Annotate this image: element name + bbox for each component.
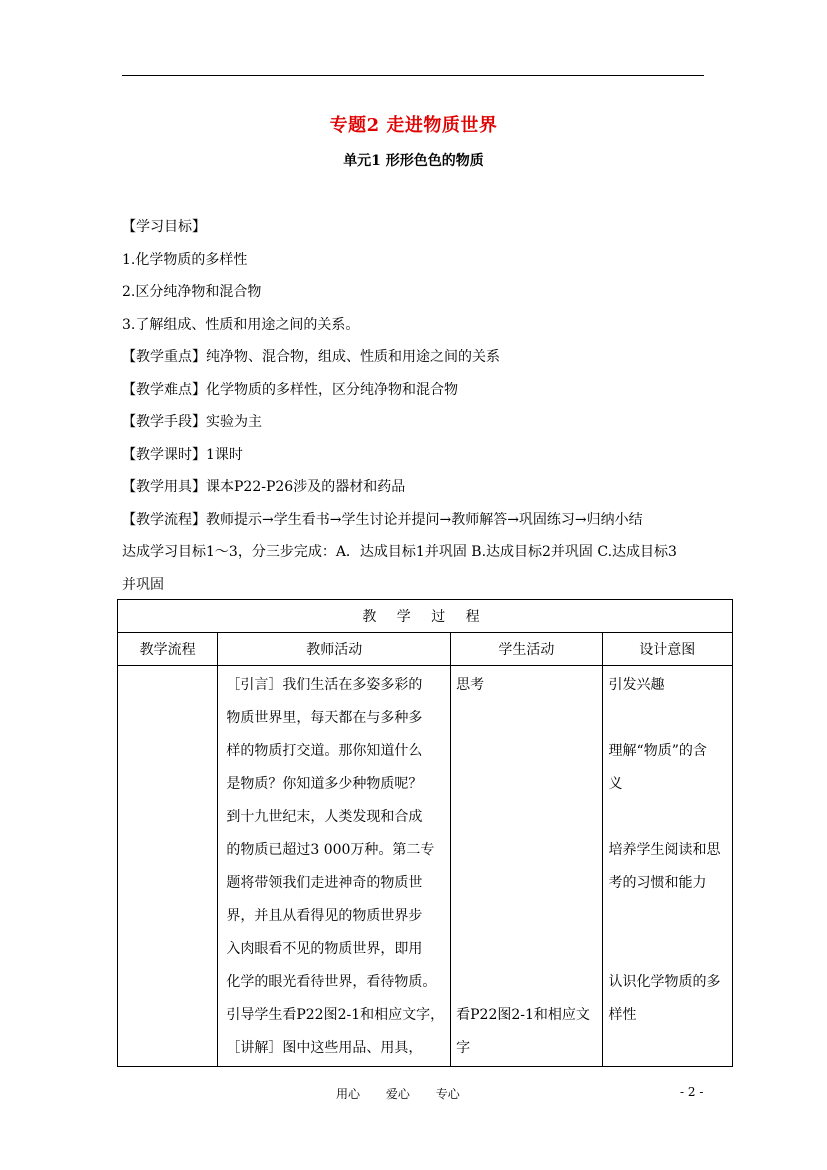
header-rule	[122, 75, 704, 76]
teacher-line: ［讲解］图中这些用品、用具，	[226, 1040, 423, 1056]
teacher-line: 是物质？你知道多少种物质呢？	[226, 776, 423, 792]
goal-item-1: 1.化学物质的多样性	[122, 251, 248, 268]
teacher-activity-cell	[218, 666, 451, 1067]
section-difficulties: 【教学难点】化学物质的多样性，区分纯净物和混合物	[122, 381, 458, 398]
student-line: 看P22图2-1和相应文	[456, 1007, 590, 1023]
section-key-points: 【教学重点】纯净物、混合物，组成、性质和用途之间的关系	[122, 349, 500, 365]
design-line: 培养学生阅读和思	[608, 842, 721, 858]
design-line: 样性	[608, 1007, 637, 1023]
student-line	[456, 934, 595, 967]
design-line: 义	[608, 776, 623, 792]
teaching-process-table	[117, 599, 733, 1067]
section-materials: 【教学用具】课本P22-P26涉及的器材和药品	[122, 479, 406, 495]
design-line	[609, 1033, 726, 1066]
footer-motto-item: 爱心	[385, 1087, 410, 1101]
header-flow: 教学流程	[118, 633, 218, 666]
design-line	[609, 934, 726, 967]
student-line	[456, 736, 595, 769]
section-learning-goals: 【学习目标】	[122, 219, 206, 235]
design-line	[609, 703, 726, 736]
teacher-line: 样的物质打交道。那你知道什么	[226, 743, 423, 759]
design-line: 认识化学物质的多	[608, 974, 721, 990]
lesson-body	[122, 212, 722, 602]
student-line	[456, 703, 595, 736]
page-number: - 2 -	[680, 1085, 704, 1099]
section-process: 【教学流程】教师提示→学生看书→学生讨论并提问→教师解答→巩固练习→归纳小结	[122, 511, 643, 528]
student-line	[456, 835, 595, 868]
design-line: 考的习惯和能力	[608, 875, 707, 891]
teacher-line: 到十九世纪末，人类发现和合成	[226, 809, 423, 825]
student-line: 字	[456, 1040, 471, 1056]
student-line	[456, 901, 595, 934]
design-line	[609, 802, 726, 835]
header-design: 设计意图	[602, 633, 732, 666]
design-line: 理解“物质”的含	[608, 743, 707, 759]
student-line	[456, 967, 595, 1000]
goal-item-3: 3.了解组成、性质和用途之间的关系。	[122, 316, 360, 333]
design-intent-cell	[602, 666, 732, 1067]
summary-line-2: 并巩固	[122, 576, 164, 593]
section-methods: 【教学手段】实验为主	[122, 414, 262, 430]
summary-line-1: 达成学习目标1～3，分三步完成：A．达成目标1并巩固 B.达成目标2并巩固 C.达成目标3	[122, 544, 677, 560]
teacher-line: 入肉眼看不见的物质世界，即用	[226, 941, 423, 957]
design-line: 引发兴趣	[608, 677, 665, 693]
footer-motto-item: 用心	[336, 1087, 361, 1101]
teacher-line: 题将带领我们走进神奇的物质世	[226, 875, 423, 891]
student-line	[456, 868, 595, 901]
chapter-title: 专题2 走进物质世界	[329, 115, 498, 136]
teacher-line: 引导学生看P22图2-1和相应文字，	[226, 1007, 445, 1023]
footer-motto-item: 专心	[435, 1087, 460, 1101]
flow-cell	[118, 666, 218, 1067]
goal-item-2: 2.区分纯净物和混合物	[122, 284, 262, 300]
teacher-line: ［引言］我们生活在多姿多彩的	[226, 677, 423, 693]
section-periods: 【教学课时】1课时	[122, 446, 243, 463]
teacher-line: 物质世界里，每天都在与多种多	[226, 710, 423, 726]
unit-subtitle: 单元1 形形色色的物质	[343, 153, 484, 169]
teacher-line: 界，并且从看得见的物质世界步	[226, 908, 423, 924]
student-line	[456, 769, 595, 802]
footer-motto	[336, 1085, 482, 1102]
table-title: 教 学 过 程	[118, 600, 733, 633]
student-line	[456, 802, 595, 835]
student-activity-cell	[451, 666, 602, 1067]
teacher-line: 化学的眼光看待世界，看待物质。	[226, 974, 437, 990]
header-teacher: 教师活动	[218, 633, 451, 666]
student-line: 思考	[456, 677, 485, 693]
teacher-line: 的物质已超过3 000万种。第二专	[226, 842, 435, 858]
header-student: 学生活动	[451, 633, 602, 666]
design-line	[609, 901, 726, 934]
